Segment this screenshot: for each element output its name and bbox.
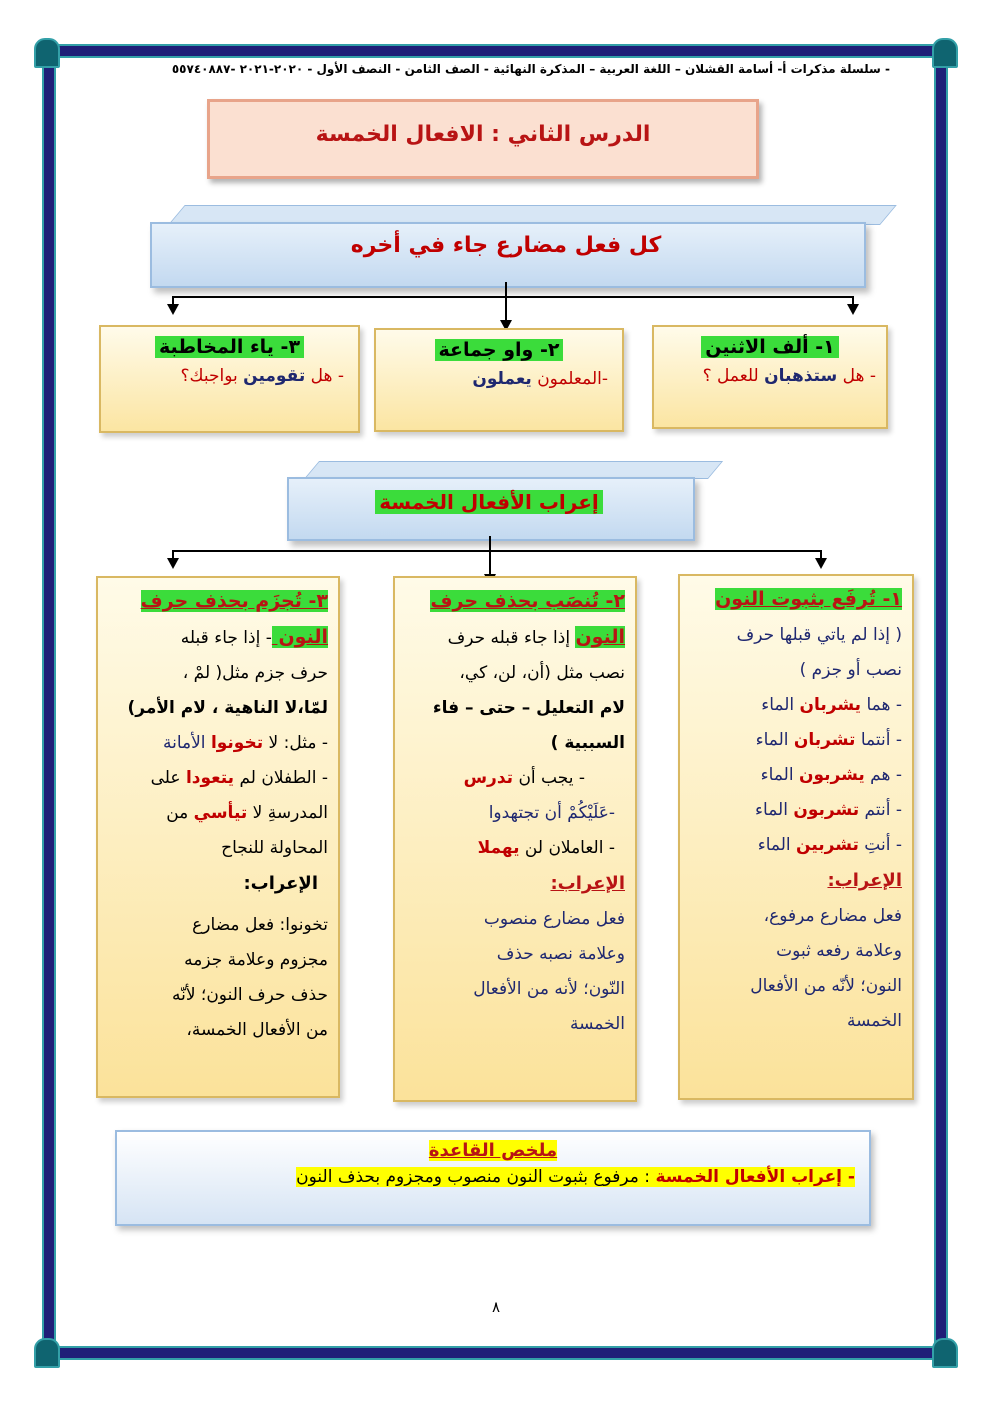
example-text: - أنتما	[855, 730, 902, 750]
i3rab-text: النون؛ لأنّه من الأفعال	[750, 976, 902, 996]
example-verb: يتعودا	[185, 768, 235, 788]
summary-text: : مرفوع بثبوت النون منصوب ومجزوم بحذف النون	[296, 1167, 656, 1187]
example-text: - هما	[861, 695, 902, 715]
corner-ornament	[34, 38, 60, 68]
example-text: - العاملان لن	[519, 838, 615, 858]
example-verb: تخونوا	[210, 733, 264, 753]
example-verb: تيأسي	[193, 803, 248, 823]
type-box-alif	[652, 325, 888, 429]
example-text: -عَلَيْكُمْ أن	[539, 803, 615, 823]
example-verb: يشربون	[798, 765, 865, 785]
connector	[489, 536, 491, 576]
page-border-right	[934, 48, 948, 1358]
type-label: ١- ألف الاثنين	[701, 336, 838, 358]
condition-text: ( إذا لم ياتي قبلها حرف	[736, 625, 902, 645]
example-line	[690, 758, 902, 793]
example-line	[690, 793, 902, 828]
page-border-left	[42, 48, 56, 1358]
page-border-top	[48, 44, 944, 58]
condition-text: - إذا جاء قبله	[180, 628, 272, 648]
example-line	[690, 723, 902, 758]
example-text: للعمل ؟	[702, 366, 765, 386]
i3rab-text: مجزوم وعلامة جزمه	[184, 950, 328, 970]
example-line	[405, 796, 625, 831]
example-verb: يهملا	[477, 838, 520, 858]
example-text: - أنتم	[859, 800, 902, 820]
example-line	[108, 761, 328, 796]
example-text: - الطفلان لم	[234, 768, 328, 788]
summary-title: ملخص القاعدة	[428, 1140, 558, 1161]
example-text: -المعلمون	[531, 369, 608, 389]
col-nasb	[393, 576, 637, 1102]
arrow-down-icon	[847, 304, 859, 315]
type-box-ya	[99, 325, 360, 433]
corner-ornament	[932, 1338, 958, 1368]
example-verb: تجتهدوا	[488, 803, 540, 823]
connector	[505, 282, 507, 322]
condition-text: لام التعليل – حتى – فاء	[432, 698, 625, 718]
corner-ornament	[932, 38, 958, 68]
example-line	[108, 796, 328, 831]
col-heading: ٢- تُنصَب بحذف حرف	[430, 590, 625, 612]
corner-ornament	[34, 1338, 60, 1368]
example-text: الماء	[755, 800, 794, 820]
arrow-down-icon	[167, 304, 179, 315]
i3rab-label: الإعراب:	[550, 873, 625, 894]
definition-text: كل فعل مضارع جاء في أخره	[350, 233, 662, 258]
arrow-down-icon	[167, 558, 179, 569]
example-line	[690, 828, 902, 863]
example-text: الأمانة	[162, 733, 211, 753]
example-text: من	[166, 803, 194, 823]
i3rab-text: الخمسة	[570, 1014, 625, 1034]
example-text: الماء	[755, 730, 794, 750]
condition-text: نصب أو جزم )	[799, 660, 902, 680]
col-heading: ١- تُرفَع بثبوت النون	[715, 588, 902, 610]
type-label: ٣- ياء المخاطبة	[155, 336, 304, 358]
page-border-bottom	[48, 1346, 944, 1360]
example-text: الماء	[760, 765, 799, 785]
type-box-waw	[374, 328, 624, 432]
lesson-title: الدرس الثاني : الافعال الخمسة	[315, 122, 651, 147]
example-text: - هل	[837, 366, 876, 386]
example-text: - هل	[305, 366, 344, 386]
i3rab-text: النّون؛ لأنه من الأفعال	[473, 979, 625, 999]
i3rab-text: وعلامة نصبه حذف	[496, 944, 625, 964]
page-header: - سلسلة مذكرات أ- أسامة القشلان – اللغة العربية – المذكرة النهائية - الصف الثامن - النصف الأول - ٢٠٢٠-٢٠٢١ -٥٥٧٤٠٨٨٧	[171, 62, 890, 76]
i3rab-text: من الأفعال الخمسة،	[186, 1020, 328, 1040]
condition-text: نصب مثل (أن، لن، كي،	[459, 663, 625, 683]
example-line	[405, 831, 625, 866]
example-verb: ستذهبان	[764, 366, 838, 386]
summary-line	[296, 1167, 855, 1187]
col-heading: النون	[575, 626, 625, 648]
condition-text: إذا جاء قبله حرف	[447, 628, 576, 648]
example-text: المحاولة للنجاح	[221, 838, 328, 858]
example-line	[405, 761, 625, 796]
example-text: - أنتِ	[858, 835, 902, 855]
example-text: - يجب أن	[513, 768, 585, 788]
example-verb: تشربين	[796, 835, 859, 855]
arrow-down-icon	[815, 558, 827, 569]
i3rab-text: فعل مضارع مرفوع،	[763, 906, 902, 926]
condition-text: لمّا،لا الناهية ، لام الأمر)	[127, 698, 328, 718]
lesson-title-box	[207, 99, 759, 179]
col-heading: ٣- تُجزَم بحذف حرف	[140, 590, 328, 612]
example-text: - هم	[864, 765, 902, 785]
connector	[172, 550, 822, 552]
i3rab-text: فعل مضارع منصوب	[483, 909, 625, 929]
example-text: المدرسةِ لا	[247, 803, 328, 823]
example-text: بواجبك؟	[180, 366, 244, 386]
i3rab-label: الإعراب:	[827, 870, 902, 891]
condition-text: السببية )	[550, 733, 625, 753]
example-text: الماء	[761, 695, 800, 715]
i3rab-text: وعلامة رفعه ثبوت	[776, 941, 902, 961]
example-text: - مثل: لا	[263, 733, 328, 753]
summary-box	[115, 1130, 871, 1226]
col-raf	[678, 574, 914, 1100]
example-verb: تشربان	[793, 730, 856, 750]
col-heading: النون	[271, 626, 328, 648]
example-line	[690, 688, 902, 723]
i3rab-label: الإعراب:	[243, 873, 318, 894]
example-verb: يشربان	[799, 695, 862, 715]
i3rab-title-wrap	[287, 490, 691, 514]
example-line	[108, 726, 328, 761]
type-label: ٢- واو جماعة	[435, 339, 564, 361]
example-verb: تدرس	[463, 768, 514, 788]
condition-text: حرف جزم مثل( لمْ ،	[182, 663, 328, 683]
example-verb: يعملون	[472, 369, 532, 389]
example-verb: تقومين	[243, 366, 306, 386]
example-verb: تشربون	[793, 800, 860, 820]
col-jazm	[96, 576, 340, 1098]
example-text: على	[150, 768, 186, 788]
connector	[172, 296, 854, 298]
i3rab-title: إعراب الأفعال الخمسة	[375, 490, 603, 514]
i3rab-text: الخمسة	[847, 1011, 902, 1031]
page-number: ٨	[491, 1298, 501, 1316]
summary-label: - إعراب الأفعال الخمسة	[655, 1167, 855, 1187]
i3rab-text: تخونوا: فعل مضارع	[192, 915, 328, 935]
example-text: الماء	[757, 835, 797, 855]
i3rab-text: حذف حرف النون؛ لأنّه	[171, 985, 328, 1005]
